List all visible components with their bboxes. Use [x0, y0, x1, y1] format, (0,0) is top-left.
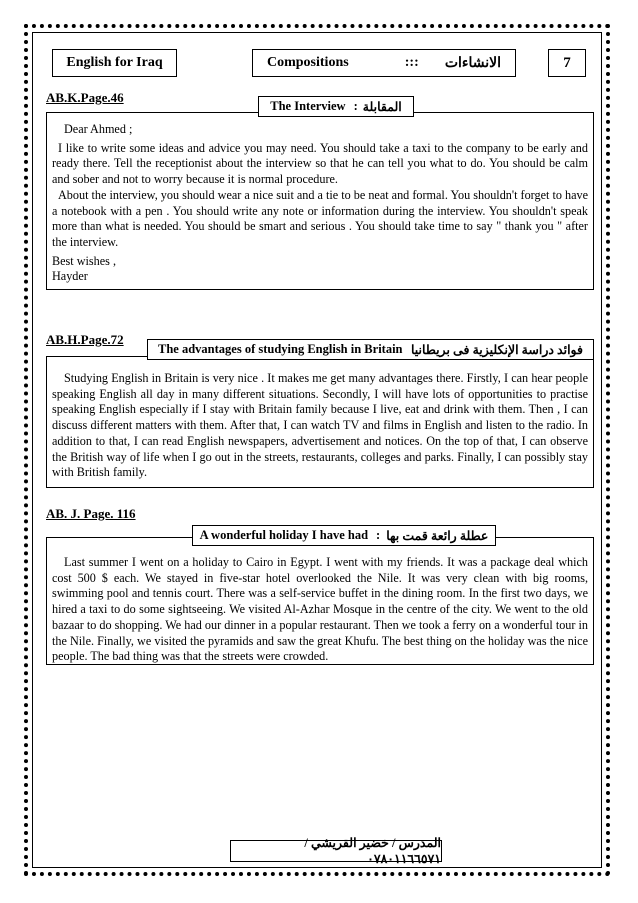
- composition-2-reference: AB.H.Page.72: [46, 332, 124, 347]
- paragraph: About the interview, you should wear a nice suit and a tie to be neat and formal. You shouldn't forget to have a notebook with a pen . You should write any note or information during the interview. You shouldn't speak more than what is needed. You should be smart and serious . You should take time to say " thank you " after the interview.: [52, 187, 588, 249]
- paragraph: I like to write some ideas and advice you may need. You should take a taxi to the company to be early and ready there. Tell the receptionist about the interview so that he can tell you what to do. You should be calm and sober and not to worry because it is normal procedure.: [52, 140, 588, 187]
- letter-closing: Best wishes ,: [52, 253, 116, 268]
- composition-1-reference: AB.K.Page.46: [46, 90, 124, 105]
- header-book-box: [52, 49, 177, 77]
- composition-3-reference: AB. J. Page. 116: [46, 506, 136, 521]
- paragraph: Last summer I went on a holiday to Cairo in Egypt. I went with my friends. It was a package deal which cost 500 $ each. We stayed in five-star hotel overlooked the Nile. It was very clean with big rooms, swimming pool and tennis court. There was a self-service buffet in the dining room. In the first two days, we hired a taxi to do some sightseeing. We visited Al-Azhar Mosque in the centre of the city. We went to the old bazaar to do shopping. We had our dinner in a popular restaurant. Then we took a ferry on a wonderful tour in the Nile. Finally, we visited the pyramids and saw the great Khufu. The best thing on the holiday was the nice people. The bad thing was that the streets were crowded.: [52, 555, 588, 664]
- composition-3-title: A wonderful holiday I have had : عطلة رائعة قمت بها: [192, 525, 496, 546]
- header-section-title: Compositions: [267, 55, 349, 70]
- footer-teacher-credit: المدرس / خضير القريشي / ٠٧٨٠١١٦٦٥٧١: [230, 840, 442, 862]
- letter-signature: Hayder: [52, 269, 88, 284]
- header-section-box: [252, 49, 516, 77]
- paragraph: Studying English in Britain is very nice . It makes me get many advantages there. Firstly, I can hear people speaking English all day in many different situations. Secondly, I will have lots of opportunities to practise speaking English especially if I stay with Britain family because I live, eat and drink with them. Then , I can discuss different matters with them. After that, I can watch TV and films in English and listen to the radio. In addition to that, I can read English newspapers, advertisement and notices. On the top of that, I can observe the British way of life when I go out in the streets, restaurants, colleges and parks. Finally, I can possibly stay with British family.: [52, 371, 588, 480]
- letter-greeting: Dear Ahmed ;: [64, 122, 133, 136]
- composition-2-body: [46, 356, 594, 488]
- composition-3-body: [46, 537, 594, 665]
- composition-2-title: The advantages of studying English in Britain فوائد دراسة الإنكليزية فى بريطانيا: [147, 339, 594, 360]
- page-number: 7: [563, 54, 571, 71]
- header-separator: :::: [404, 55, 419, 70]
- composition-1-body: [46, 112, 594, 290]
- header-book-title: English for Iraq: [66, 55, 163, 70]
- composition-1-title: The Interview : المقابلة: [258, 96, 414, 117]
- page-number-box: [548, 49, 586, 77]
- header-section-title-arabic: الانشاءات: [444, 55, 501, 71]
